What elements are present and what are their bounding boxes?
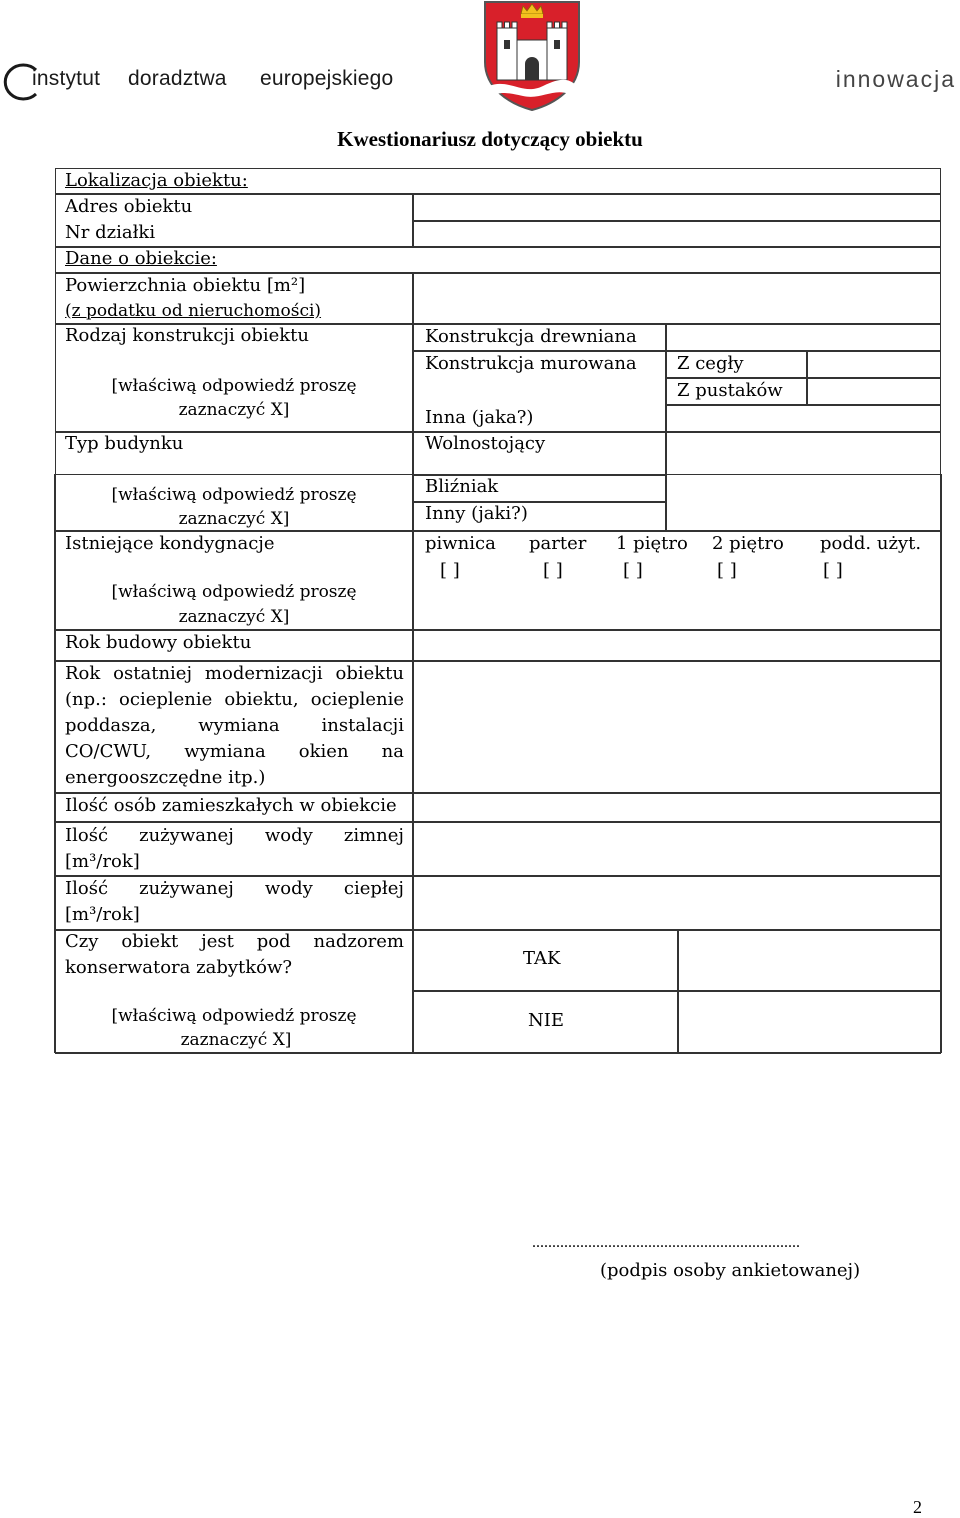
option-konstr-murowana: Konstrukcja murowana <box>425 353 637 374</box>
instruction-note: zaznaczyć X] <box>178 400 290 420</box>
input-powierzchnia[interactable] <box>414 274 940 322</box>
label-osoby: Ilość osób zamieszkałych w obiekcie <box>65 795 397 816</box>
floor-label-2-pietro: 2 piętro <box>712 533 784 554</box>
option-tak: TAK <box>523 948 561 969</box>
floor-label-poddasze: podd. użyt. <box>820 533 922 554</box>
input-inna-konstrukcja[interactable] <box>667 406 939 430</box>
label-woda-zimna: Ilość zużywanej wody zimnej <box>65 825 404 846</box>
option-inna: Inna (jaka?) <box>425 407 534 428</box>
label-powierzchnia-sub: (z podatku od nieruchomości) <box>65 301 322 321</box>
signature-label: (podpis osoby ankietowanej) <box>600 1260 861 1281</box>
option-z-cegly: Z cegły <box>677 353 744 374</box>
input-adres[interactable] <box>414 195 940 219</box>
instruction-note: [właściwą odpowiedź proszę <box>111 582 357 602</box>
check-z-cegly[interactable] <box>808 352 939 376</box>
check-konstr-drewniana[interactable] <box>667 325 939 349</box>
check-nie[interactable] <box>679 992 939 1051</box>
option-wolnostojacy: Wolnostojący <box>425 433 546 454</box>
floor-label-piwnica: piwnica <box>425 533 496 554</box>
input-nr-dzialki[interactable] <box>414 221 940 245</box>
page-title: Kwestionariusz dotyczący obiektu <box>337 127 643 151</box>
label-modernizacja: Rok ostatniej modernizacji obiektu <box>65 663 404 684</box>
city-crest-icon <box>483 0 581 112</box>
label-rodzaj: Rodzaj konstrukcji obiektu <box>65 325 309 346</box>
logo-word-2: doradztwa <box>128 67 227 90</box>
floor-label-parter: parter <box>529 533 587 554</box>
instruction-note: zaznaczyć X] <box>178 607 290 627</box>
label-kondygnacje: Istniejące kondygnacje <box>65 533 275 554</box>
check-tak[interactable] <box>679 931 939 989</box>
input-osoby[interactable] <box>414 794 940 820</box>
instruction-note: zaznaczyć X] <box>180 1030 292 1050</box>
label-typ: Typ budynku <box>65 433 184 454</box>
label-modernizacja: poddasza, wymiana instalacji <box>65 715 404 736</box>
label-woda-ciepla-unit: [m³/rok] <box>65 904 140 925</box>
label-rok-budowy: Rok budowy obiektu <box>65 632 252 653</box>
checkbox-1-pietro[interactable]: [ ] <box>623 560 643 581</box>
instruction-note: [właściwą odpowiedź proszę <box>111 485 357 505</box>
label-dane: Dane o obiekcie: <box>65 248 217 269</box>
label-lokalizacja: Lokalizacja obiektu: <box>65 170 248 191</box>
checkbox-piwnica[interactable]: [ ] <box>440 560 460 581</box>
instruction-note: zaznaczyć X] <box>178 509 290 529</box>
input-modernizacja[interactable] <box>414 662 940 791</box>
check-wolnostojacy[interactable] <box>667 433 939 473</box>
page-number: 2 <box>913 1497 922 1517</box>
label-modernizacja: energooszczędne itp.) <box>65 767 266 788</box>
label-powierzchnia: Powierzchnia obiektu [m²] <box>65 275 306 296</box>
instruction-note: [właściwą odpowiedź proszę <box>111 1006 357 1026</box>
input-woda-zimna[interactable] <box>414 823 940 874</box>
input-inny-typ[interactable] <box>667 503 939 529</box>
input-woda-ciepla[interactable] <box>414 877 940 928</box>
option-blizniak: Bliźniak <box>425 476 499 497</box>
check-z-pustakow[interactable] <box>808 379 939 403</box>
logo-innowacja: innowacja <box>835 66 956 92</box>
option-inny: Inny (jaki?) <box>425 503 528 524</box>
label-adres: Adres obiektu <box>65 196 193 217</box>
option-nie: NIE <box>528 1010 564 1031</box>
instruction-note: [właściwą odpowiedź proszę <box>111 376 357 396</box>
label-nr-dzialki: Nr działki <box>65 222 156 243</box>
logo-word-1: instytut <box>32 67 101 90</box>
label-modernizacja: (np.: ocieplenie obiektu, ocieplenie <box>65 689 404 710</box>
label-konserwator: konserwatora zabytków? <box>65 957 293 978</box>
input-rok-budowy[interactable] <box>414 631 940 659</box>
logo-word-3: europejskiego <box>260 67 394 90</box>
option-konstr-drewniana: Konstrukcja drewniana <box>425 326 637 347</box>
checkbox-poddasze[interactable]: [ ] <box>823 560 843 581</box>
floor-label-1-pietro: 1 piętro <box>616 533 688 554</box>
label-woda-zimna-unit: [m³/rok] <box>65 851 140 872</box>
check-blizniak[interactable] <box>667 476 939 500</box>
label-konserwator: Czy obiekt jest pod nadzorem <box>65 931 404 952</box>
signature-line[interactable]: ................................................................... <box>532 1234 800 1251</box>
label-woda-ciepla: Ilość zużywanej wody ciepłej <box>65 878 404 899</box>
checkbox-2-pietro[interactable]: [ ] <box>717 560 737 581</box>
checkbox-parter[interactable]: [ ] <box>543 560 563 581</box>
label-modernizacja: CO/CWU, wymiana okien na <box>65 741 404 762</box>
option-z-pustakow: Z pustaków <box>677 380 783 401</box>
